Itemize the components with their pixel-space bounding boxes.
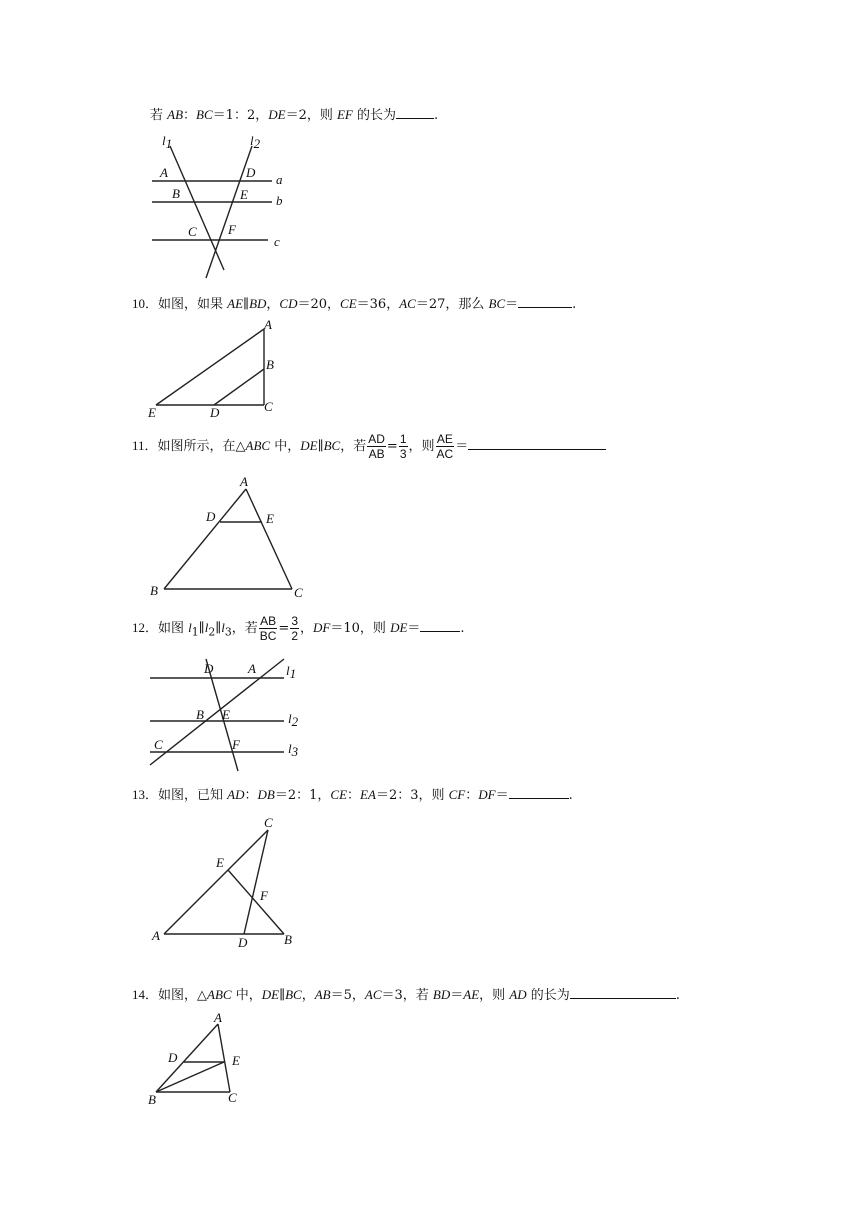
question-13-text: 13．如图，已知 AD：DB＝2：1，CE：EA＝2：3，则 CF：DF＝ . (132, 787, 573, 803)
label-B: B (172, 186, 180, 201)
label-A: A (214, 1010, 222, 1025)
label-E: E (222, 707, 230, 722)
segment-AC (164, 830, 268, 934)
label-D: D (204, 661, 214, 676)
label-l2: l2 (250, 133, 261, 151)
answer-blank[interactable] (396, 106, 434, 119)
label-A: A (240, 474, 248, 489)
label-E: E (216, 855, 224, 870)
figure-q11 (140, 473, 320, 603)
answer-blank[interactable] (420, 619, 460, 632)
fraction-1-3: $\frac{1}{3}$ (399, 432, 407, 461)
segment-AB (156, 1024, 218, 1092)
label-A: A (152, 928, 160, 943)
label-C: C (154, 737, 163, 752)
fraction-3-2: $\frac{3}{2}$ (291, 614, 299, 643)
label-a: a (276, 172, 283, 187)
segment-EA (156, 329, 264, 405)
answer-blank[interactable] (509, 786, 569, 799)
label-l1: l1 (162, 133, 173, 151)
label-E: E (148, 405, 156, 420)
fraction-ae-ac: $\frac{AE}{AC}$ (436, 432, 454, 461)
figure-q12 (140, 653, 320, 778)
answer-blank[interactable] (468, 437, 606, 450)
label-A: A (248, 661, 256, 676)
figure-q14 (140, 1008, 260, 1113)
segment-AC (218, 1024, 230, 1092)
label-F: F (260, 888, 268, 903)
label-A: A (264, 317, 272, 332)
segment-DB (214, 369, 264, 405)
label-C: C (228, 1090, 237, 1105)
label-D: D (246, 165, 256, 180)
label-l3: l3 (288, 741, 299, 759)
label-E: E (266, 511, 274, 526)
segment-AB (164, 489, 246, 589)
label-C: C (264, 399, 273, 414)
fraction-ad-ab: $\frac{AD}{AB}$ (368, 432, 385, 461)
label-B: B (266, 357, 274, 372)
answer-blank[interactable] (570, 986, 676, 999)
label-B: B (148, 1092, 156, 1107)
label-c: c (274, 234, 280, 249)
fraction-ab-bc: $\frac{AB}{BC}$ (259, 614, 277, 643)
label-D: D (210, 405, 220, 420)
question-12-text: 12．如图 $l_1\parallel l_2\parallel l_3$，若 $\frac{AB}{BC}$ = $\frac{3}{2}$ ，DF＝10，则 DE＝ . (132, 614, 465, 643)
figure-q9 (140, 130, 300, 280)
question-9-text: 若 AB：BC＝1：2，DE＝2，则 EF 的长为 . (150, 107, 439, 123)
question-10-text: 10．如图，如果 AE∥BD，CD＝20，CE＝36，AC＝27，那么 BC＝ . (132, 296, 577, 312)
figure-q13 (140, 812, 320, 952)
label-B: B (150, 583, 158, 598)
line-AC (150, 659, 284, 765)
segment-AC (246, 489, 292, 589)
label-E: E (232, 1053, 240, 1068)
label-F: F (232, 737, 240, 752)
label-B: B (284, 932, 292, 947)
figure-q10 (140, 315, 290, 420)
label-D: D (206, 509, 216, 524)
label-C: C (294, 585, 303, 600)
label-l1: l1 (286, 663, 297, 681)
question-14-text: 14．如图，△ABC 中，DE∥BC，AB＝5，AC＝3，若 BD＝AE，则 AD 的长为 . (132, 987, 680, 1003)
label-l2: l2 (288, 711, 299, 729)
answer-blank[interactable] (518, 295, 572, 308)
label-E: E (240, 187, 248, 202)
label-A: A (160, 165, 168, 180)
segment-BE (156, 1062, 224, 1092)
label-C: C (264, 815, 273, 830)
label-F: F (228, 222, 236, 237)
label-D: D (238, 935, 248, 950)
label-C: C (188, 224, 197, 239)
question-11-text: 11．如图所示，在△ABC 中，DE∥BC，若 $\frac{AD}{AB}$ = $\frac{1}{3}$ ，则 $\frac{AE}{AC}$ ＝ (132, 428, 606, 465)
label-B: B (196, 707, 204, 722)
label-D: D (168, 1050, 178, 1065)
label-b: b (276, 193, 283, 208)
segment-CD (244, 830, 268, 934)
